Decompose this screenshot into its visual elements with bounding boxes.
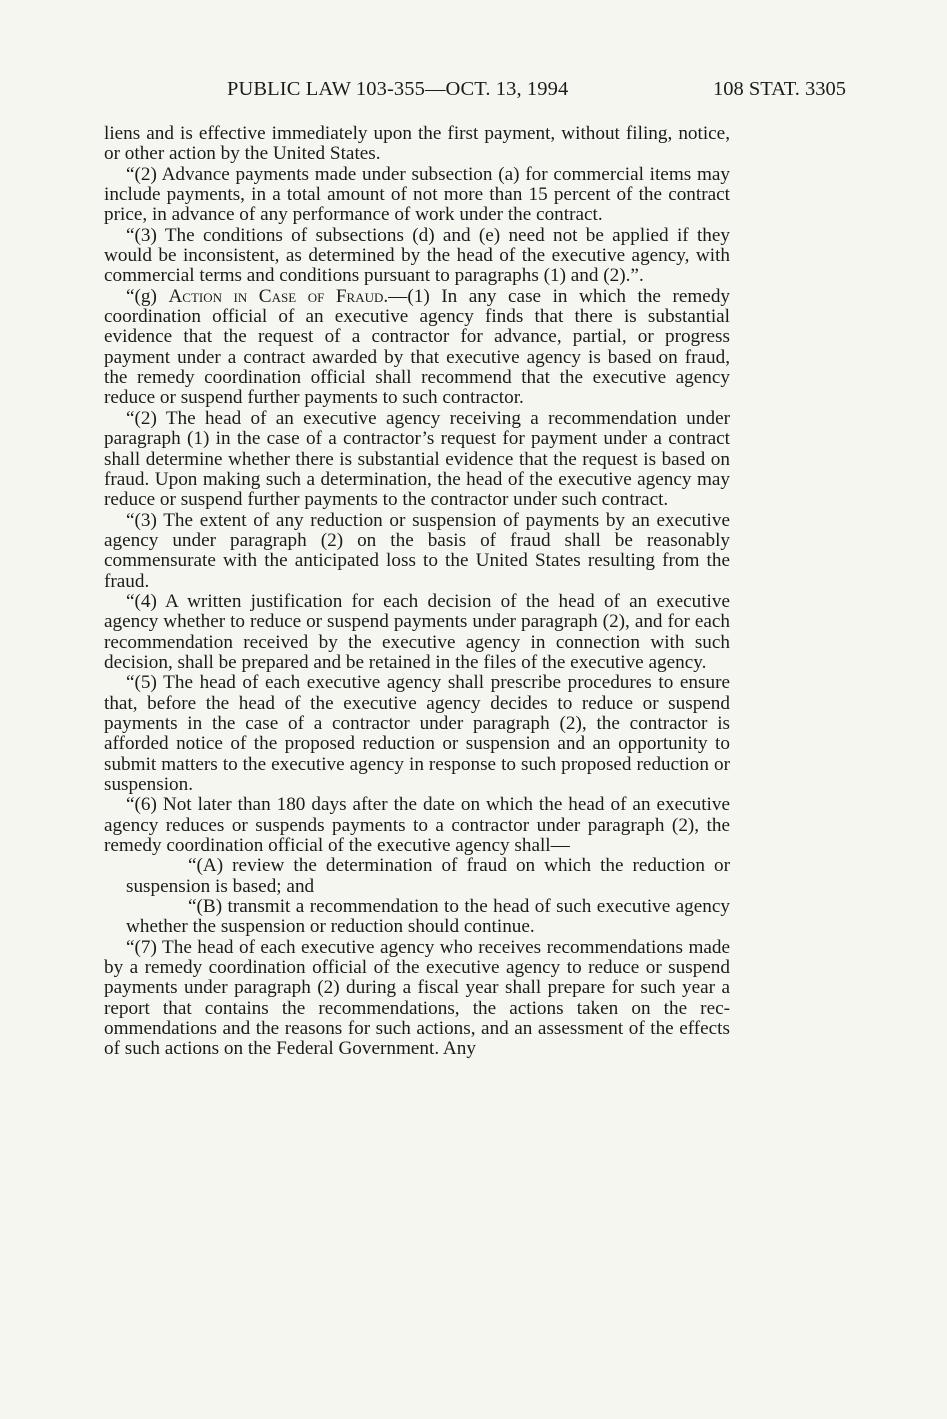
subparagraph-A bbox=[104, 856, 730, 897]
subparagraph-B bbox=[104, 897, 730, 938]
body-text bbox=[104, 124, 730, 1060]
subparagraph-A-text: “(A) review the determination of fraud on which the reduction or suspension is based; and bbox=[126, 855, 730, 897]
subsection-g-lead: “(g) bbox=[126, 285, 169, 307]
paragraph-g-5: “(5) The head of each executive agency shall prescribe procedures to ensure that, before the head of the executive agency decides to reduce or suspend payments in the case of a contractor under paragraph (2), the contractor is afforded notice of the proposed reduction or suspension and an opportunity to submit matters to the executive agency in response to such proposed reduction or suspension. bbox=[104, 672, 730, 795]
paragraph-2-advance-payments: “(2) Advance payments made under subsection (a) for commercial items may include payments, in a total amount of not more than 15 percent of the contract price, in advance of any performance of work under the contract. bbox=[104, 163, 730, 226]
paragraph-g-3: “(3) The extent of any reduction or suspension of payments by an executive agency under paragraph (2) on the basis of fraud shall be reasonably commensurate with the anticipated loss to the United States resulting from the fraud. bbox=[104, 509, 730, 592]
paragraph-g-2: “(2) The head of an executive agency receiving a recommendation under paragraph (1) in the case of a contractor’s request for payment under a contract shall determine whether there is substantial evidence that the request is based on fraud. Upon making such a determination, the head of the executive agency may reduce or suspend further payments to the contractor under such contract. bbox=[104, 407, 730, 511]
subparagraph-B-text: “(B) transmit a recommendation to the head of such executive agency whether the suspension or reduction should continue. bbox=[126, 896, 730, 938]
page-header bbox=[0, 78, 947, 108]
subsection-g-text: —(1) In any case in which the remedy coordination official of an executive agency finds that there is substantial evidence that the request of a contractor for advance, partial, or progress payment under a contract awarded by that executive agency is based on fraud, the remedy coordination official shall recommend that the executive agency reduce or suspend further payments to such contractor. bbox=[104, 285, 731, 409]
paragraph-continuation: liens and is effective immediately upon the first payment, without filing, notice, or other action by the United States. bbox=[104, 123, 730, 165]
running-title: PUBLIC LAW 103-355—OCT. 13, 1994 bbox=[227, 78, 569, 100]
subsection-g-fraud bbox=[104, 287, 730, 409]
paragraph-3-conditions: “(3) The conditions of subsections (d) and (e) need not be applied if they would be inconsistent, as determined by the head of the executive agency, with commercial terms and conditions pursuant to paragraphs (1) and (2).”. bbox=[104, 224, 730, 287]
paragraph-g-7: “(7) The head of each executive agency who receives recommendations made by a remedy coordination official of the executive agency to reduce or suspend payments under paragraph (2) during a fiscal year shall prepare for such year a report that contains the recommendations, the actions taken on the recommendations and the reasons for such actions, and an assessment of the effects of such actions on the Federal Government. Any bbox=[104, 936, 730, 1060]
subsection-g-heading: Action in Case of Fraud. bbox=[168, 285, 389, 307]
statute-page-number: 108 STAT. 3305 bbox=[713, 78, 846, 100]
paragraph-g-6: “(6) Not later than 180 days after the date on which the head of an executive agency reduces or suspends payments to a contractor under paragraph (2), the remedy coordination official of the executive agency shall— bbox=[104, 794, 730, 857]
paragraph-g-4: “(4) A written justification for each decision of the head of an executive agency whether to reduce or suspend payments under paragraph (2), and for each recommendation received by the executive agency in connection with such decision, shall be prepared and be retained in the files of the executive agency. bbox=[104, 590, 730, 673]
